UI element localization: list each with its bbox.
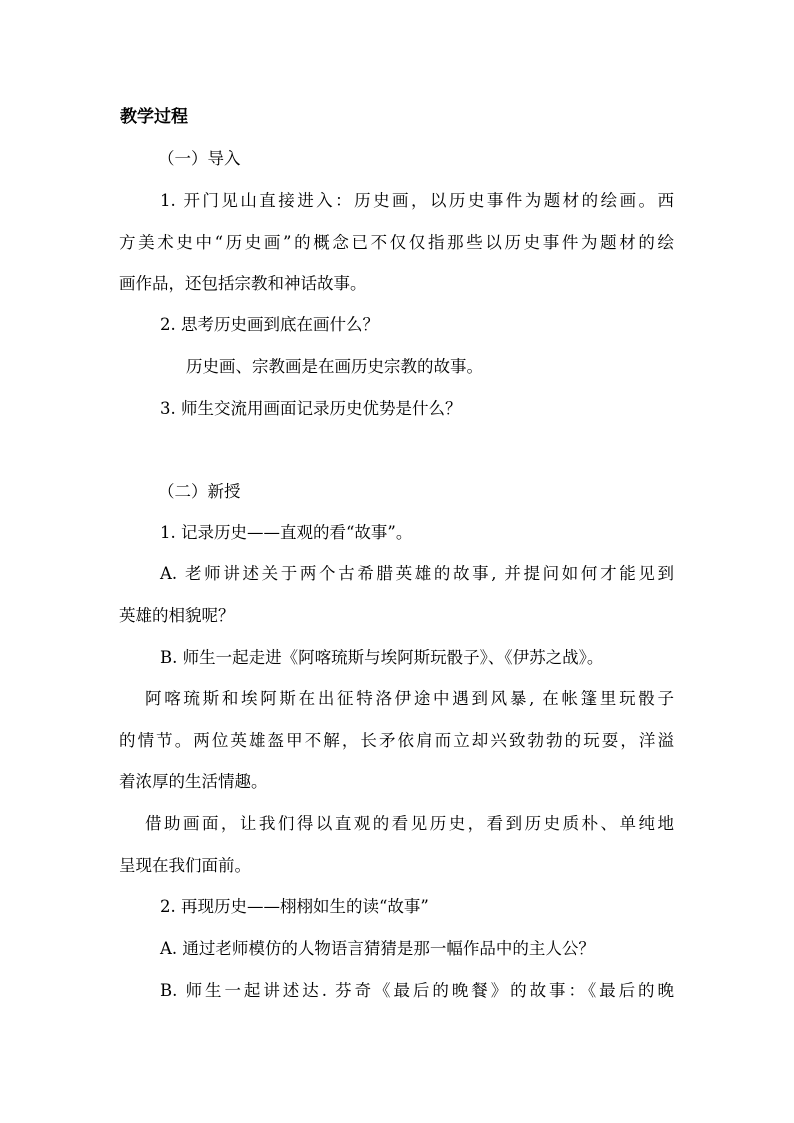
subsection-title-intro: （一）导入 bbox=[158, 149, 241, 168]
list-item: 1. 记录历史——直观的看“故事”。 bbox=[160, 523, 413, 542]
section-heading: 教学过程 bbox=[120, 107, 188, 127]
list-item: 2. 再现历史——栩栩如生的读“故事” bbox=[160, 897, 429, 916]
paragraph-line: 的情节。两位英雄盔甲不解，长矛依肩而立却兴致勃勃的玩耍，洋溢 bbox=[119, 731, 674, 750]
list-item: B. 师生一起走进《阿喀琉斯与埃阿斯玩骰子》、《伊苏之战》。 bbox=[160, 648, 604, 667]
paragraph-line: 阿喀琉斯和埃阿斯在出征特洛伊途中遇到风暴, 在帐篷里玩骰子 bbox=[145, 689, 674, 708]
list-item: A. 通过老师模仿的人物语言猜猜是那一幅作品中的主人公？ bbox=[160, 939, 595, 958]
answer-text: 历史画、宗教画是在画历史宗教的故事。 bbox=[186, 357, 483, 376]
paragraph-line: 呈现在我们面前。 bbox=[119, 856, 251, 875]
list-item: 2. 思考历史画到底在画什么？ bbox=[160, 315, 379, 334]
paragraph-line: B. 师生一起讲述达. 芬奇《最后的晚餐》的故事：《最后的晚 bbox=[160, 981, 674, 1000]
paragraph-line: 英雄的相貌呢？ bbox=[119, 606, 235, 625]
list-item: 3. 师生交流用画面记录历史优势是什么？ bbox=[160, 399, 462, 418]
paragraph-line: 着浓厚的生活情趣。 bbox=[119, 772, 268, 791]
paragraph-line: 借助画面，让我们得以直观的看见历史，看到历史质朴、单纯地 bbox=[145, 814, 674, 833]
paragraph-line: 画作品，还包括宗教和神话故事。 bbox=[119, 274, 367, 293]
paragraph-line: 1. 开门见山直接进入：历史画，以历史事件为题材的绘画。西 bbox=[160, 191, 674, 210]
paragraph-line: A. 老师讲述关于两个古希腊英雄的故事, 并提问如何才能见到 bbox=[160, 564, 674, 583]
paragraph-line: 方美术史中“历史画”的概念已不仅仅指那些以历史事件为题材的绘 bbox=[119, 233, 674, 252]
subsection-title-new: （二）新授 bbox=[158, 482, 241, 501]
